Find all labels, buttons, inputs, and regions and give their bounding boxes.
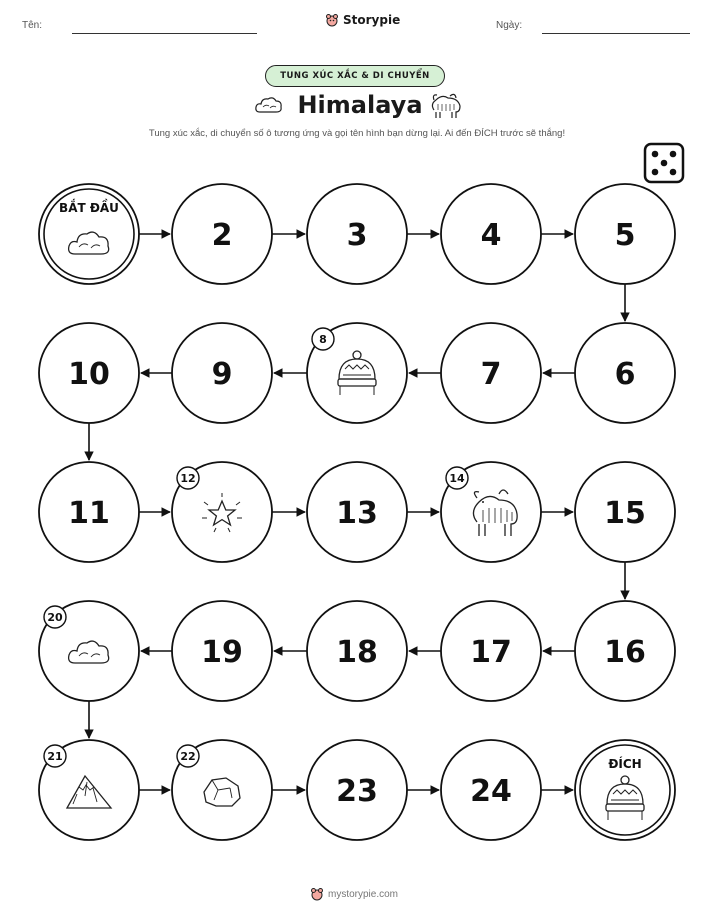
finish-space[interactable] <box>575 740 675 840</box>
board-space[interactable] <box>307 184 407 284</box>
space-number: 13 <box>336 496 378 531</box>
footer <box>310 887 398 901</box>
brand-name: Storypie <box>343 13 401 27</box>
board-space[interactable] <box>307 462 407 562</box>
board-space[interactable] <box>307 323 407 423</box>
space-number: 14 <box>449 472 465 485</box>
board-space[interactable] <box>172 462 272 562</box>
storypie-mascot-icon <box>310 887 324 901</box>
board-space[interactable] <box>39 740 139 840</box>
board-space[interactable] <box>172 740 272 840</box>
space-label: BẮT ĐẦU <box>59 201 119 215</box>
instructions: Tung xúc xắc, di chuyển số ô tương ứng và gọi tên hình bạn dừng lại. Ai đến ĐÍCH trước sẽ thắng! <box>148 128 566 139</box>
board-space[interactable] <box>575 601 675 701</box>
board-space[interactable] <box>575 462 675 562</box>
start-space[interactable] <box>39 184 139 284</box>
space-number: 24 <box>470 774 512 809</box>
board-space[interactable] <box>575 184 675 284</box>
space-number: 22 <box>180 750 196 763</box>
space-number: 2 <box>211 218 233 253</box>
board-space[interactable] <box>172 601 272 701</box>
board-space[interactable] <box>39 601 139 701</box>
space-number: 4 <box>480 218 502 253</box>
space-number: 3 <box>346 218 368 253</box>
space-number: 15 <box>604 496 646 531</box>
board-space[interactable] <box>441 462 541 562</box>
space-label: ĐÍCH <box>608 757 642 771</box>
game-type-badge: TUNG XÚC XẮC & DI CHUYỂN <box>265 65 445 87</box>
board-space[interactable] <box>39 462 139 562</box>
board-space[interactable] <box>441 601 541 701</box>
board-space[interactable] <box>172 323 272 423</box>
space-number: 17 <box>470 635 512 670</box>
board-space[interactable] <box>39 323 139 423</box>
space-number: 23 <box>336 774 378 809</box>
name-label: Tên: <box>22 20 43 31</box>
space-number: 12 <box>180 472 196 485</box>
board-space[interactable] <box>441 740 541 840</box>
board-space[interactable] <box>441 323 541 423</box>
space-number: 16 <box>604 635 646 670</box>
date-label: Ngày: <box>496 20 523 31</box>
board-space[interactable] <box>307 601 407 701</box>
space-number: 19 <box>201 635 243 670</box>
space-number: 21 <box>47 750 63 763</box>
board-space[interactable] <box>441 184 541 284</box>
space-number: 6 <box>614 357 636 392</box>
board-space[interactable] <box>307 740 407 840</box>
space-number: 8 <box>319 333 327 346</box>
space-number: 18 <box>336 635 378 670</box>
footer-url[interactable]: mystorypie.com <box>328 888 399 900</box>
space-number: 10 <box>68 357 110 392</box>
space-number: 11 <box>68 496 110 531</box>
space-number: 7 <box>480 357 502 392</box>
board-space[interactable] <box>575 323 675 423</box>
space-number: 20 <box>47 611 63 624</box>
space-number: 5 <box>614 218 636 253</box>
page-title: Himalaya <box>297 91 423 119</box>
space-number: 9 <box>211 357 233 392</box>
board-space[interactable] <box>172 184 272 284</box>
